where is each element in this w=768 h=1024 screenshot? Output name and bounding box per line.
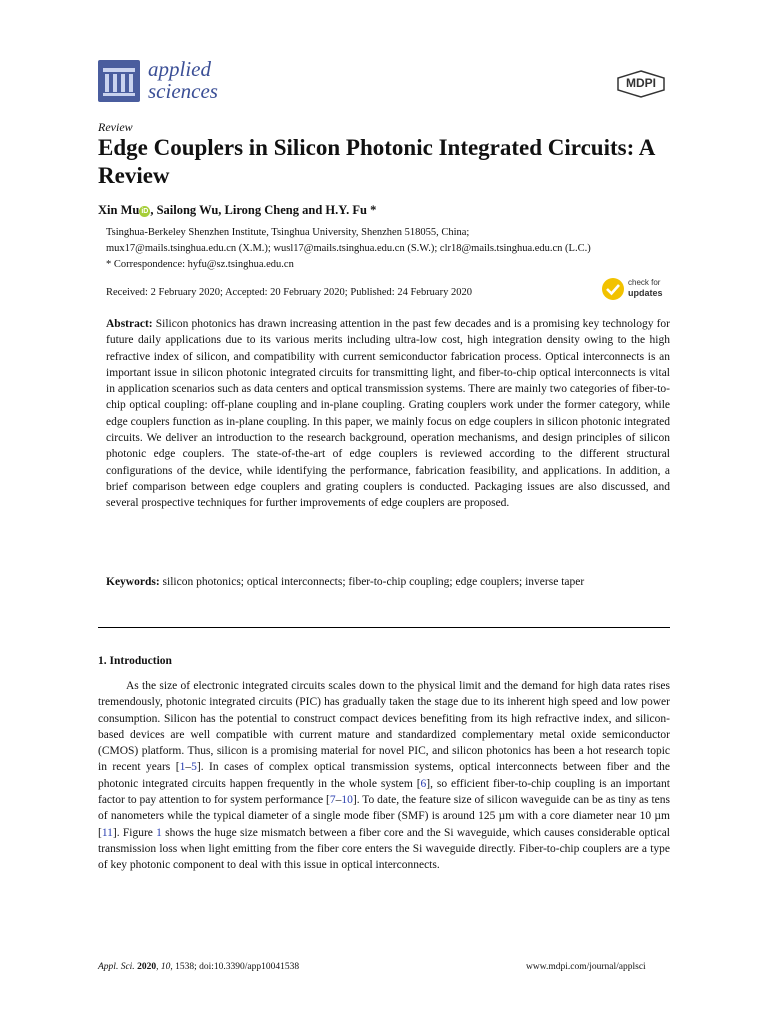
check-updates-line2: updates (628, 288, 663, 298)
intro-text: ]. To date, the feature size of silicon waveguide can be as tiny as tens of nanometers while the typical diameter of a single mode fiber (SMF) is around 125 µm with a core diameter near 10 µm [ (98, 794, 670, 839)
intro-text: As the size of electronic integrated circuits scales down to the physical limit and the demand for high data rates rises tremendously, photonic integrated circuits (PIC) has gradually taken the stage due to its inherent high speed and low power consumption. Silicon has the potential to construct compact devices benefiting from its high refractive index, and silicon-based devices are well compatible with current mature and standardized complementary metal oxide semiconductor (CMOS) platform. Thus, silicon is a promising material for novel PIC, and silicon photonics has been a hot research topic in recent years [ (98, 680, 670, 774)
intro-text: ]. In cases of complex optical transmission systems, optical interconnects between fiber and the photonic integrated circuits happen frequently in the whole system [ (98, 761, 670, 790)
intro-text: – (335, 794, 342, 807)
article-title: Edge Couplers in Silicon Photonic Integrated Circuits: A Review (98, 135, 655, 188)
introduction-paragraph (98, 678, 670, 874)
citation-link[interactable]: 11 (101, 826, 113, 839)
mdpi-logo (616, 70, 666, 98)
affiliations (106, 225, 591, 273)
citation-link[interactable]: 6 (420, 777, 427, 790)
citation-link[interactable]: 7 (329, 794, 336, 807)
intro-text: shows the huge size mismatch between a fiber core and the Si waveguide, which causes considerable optical transmission loss when light emitting from the fiber core enters the Si waveguide directly. Fiber-to-chip couplers are a type of key photonic component to deal with this issue in optical interconnects. (98, 826, 670, 872)
check-updates-icon (600, 276, 626, 302)
section-heading: 1. Introduction (98, 655, 172, 667)
check-for-updates-badge[interactable] (600, 276, 680, 304)
keywords-label: Keywords: (106, 576, 160, 588)
journal-name (148, 58, 218, 102)
journal-url[interactable]: www.mdpi.com/journal/applsci (526, 962, 646, 972)
keywords-text: silicon photonics; optical interconnects; fiber-to-chip coupling; edge couplers; inverse taper (159, 576, 585, 588)
intro-text: ]. Figure (112, 826, 157, 839)
divider (98, 627, 670, 628)
intro-text: ], so efficient fiber-to-chip coupling is an important factor to pay attention to for system performance [ (98, 777, 670, 807)
check-updates-line1: check for (628, 278, 661, 287)
figure-link[interactable]: 1 (156, 826, 162, 839)
mdpi-logo-text: MDPI (626, 76, 656, 90)
keywords (106, 574, 670, 590)
citation-link[interactable]: 1 (179, 761, 186, 774)
journal-name-line1: applied (148, 57, 211, 81)
citation-footer: Appl. Sci. 2020, 10, 1538; doi:10.3390/app10041538 (98, 962, 300, 972)
journal-abbrev: Appl. Sci. (98, 962, 135, 972)
author-name: Xin Mu (98, 203, 140, 217)
citation-link[interactable]: 10 (341, 794, 353, 807)
author-emails: mux17@mails.tsinghua.edu.cn (X.M.); wusl17@mails.tsinghua.edu.cn (S.W.); clr18@mails.tsinghua.edu.cn (L.C.) (106, 243, 591, 254)
journal-name-line2: sciences (148, 79, 218, 103)
journal-logo-icon (98, 60, 140, 102)
author-names: , Sailong Wu, Lirong Cheng and H.Y. Fu * (150, 203, 377, 217)
article-type: Review (98, 120, 133, 134)
citation-link[interactable]: 5 (191, 761, 197, 774)
affiliation-line: Tsinghua-Berkeley Shenzhen Institute, Tsinghua University, Shenzhen 518055, China; (106, 227, 470, 238)
publication-dates: Received: 2 February 2020; Accepted: 20 February 2020; Published: 24 February 2020 (106, 287, 472, 298)
volume: 10 (160, 962, 171, 972)
doi: , 1538; doi:10.3390/app10041538 (170, 962, 300, 972)
abstract (106, 316, 670, 512)
year: 2020 (137, 962, 157, 972)
abstract-label: Abstract: (106, 318, 153, 330)
orcid-icon[interactable]: iD (141, 208, 149, 215)
author-list (98, 203, 376, 218)
correspondence: * Correspondence: hyfu@sz.tsinghua.edu.cn (106, 259, 294, 270)
intro-text: – (185, 761, 192, 774)
abstract-text: Silicon photonics has drawn increasing attention in the past few decades and is a promising key technology for future daily applications due to its various merits including ultra-low cost, high integration density owing to the high refractive index of silicon, and compatibility with current semiconductor fabrication process. Optical interconnects is an important issue in silicon photonic integrated circuits for transmitting light, and fiber-to-chip optical interconnects is vital in application scenarios such as data centers and optical transmission systems. There are mainly two categories of fiber-to-chip optical coupling: off-plane coupling and in-plane coupling. Grating couplers work under the former category, while edge couplers function as in-plane coupling. In this paper, we mainly focus on edge couplers in silicon photonic integrated circuits. We deliver an introduction to the research background, operation mechanisms, and design principles of silicon photonic edge couplers. The state-of-the-art of edge couplers is reviewed according to the different structural configurations of the device, while identifying the performance, fabrication feasibility, and applications. In addition, a brief comparison between edge couplers and grating couplers is conducted. Packaging issues are also discussed, and several prospective techniques for further improvements of edge couplers are proposed. (106, 318, 670, 510)
